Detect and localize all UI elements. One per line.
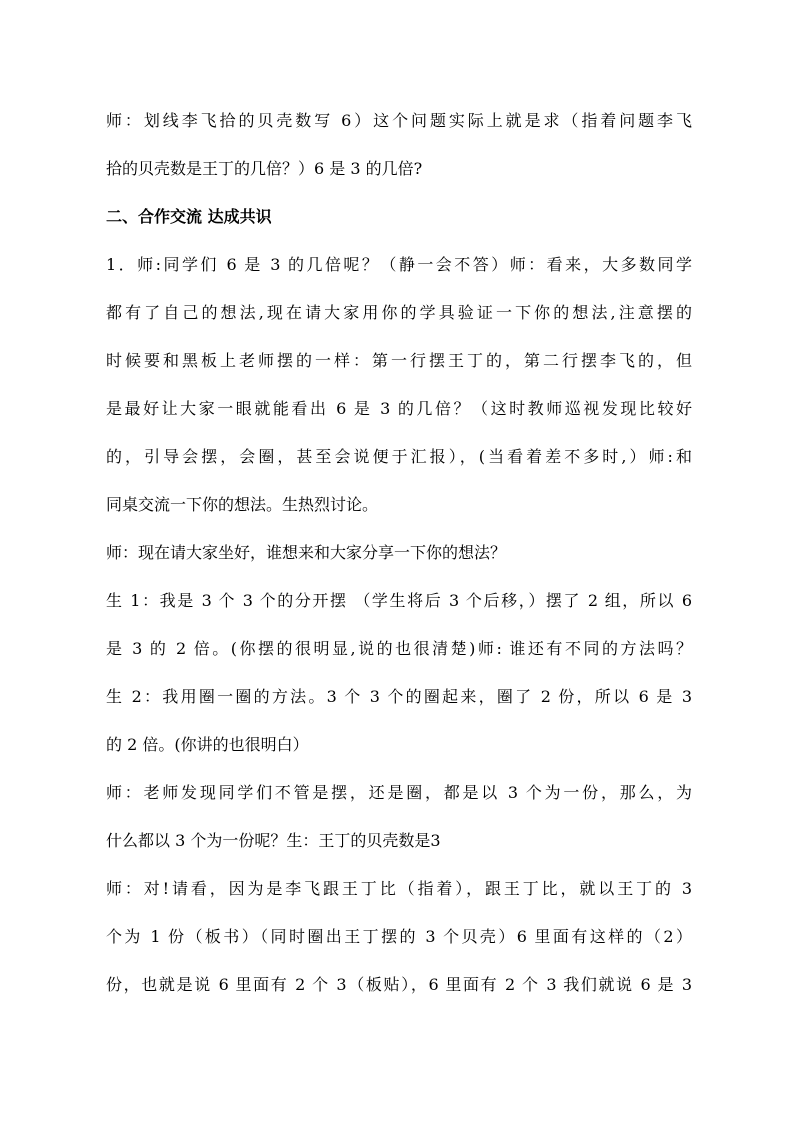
paragraph-line: 个为 1 份（板书）（同时圈出王丁摆的 3 个贝壳）6 里面有这样的（2） — [106, 927, 692, 946]
paragraph-line: 拾的贝壳数是王丁的几倍？）6 是 3 的几倍? — [106, 159, 423, 178]
paragraph-line: 师：现在请大家坐好，谁想来和大家分享一下你的想法？ — [106, 543, 507, 562]
paragraph-line: 师：老师发现同学们不管是摆，还是圈，都是以 3 个为一份，那么，为 — [106, 783, 692, 802]
paragraph-line: 师：划线李飞拾的贝壳数写 6）这个问题实际上就是求（指着问题李飞 — [106, 111, 692, 130]
paragraph-line: 的 2 倍。(你讲的也很明白） — [106, 735, 309, 754]
paragraph-line: 的，引导会摆，会圈，甚至会说便于汇报），(当看着差不多时,）师:和 — [106, 447, 692, 466]
section-heading: 二、合作交流 达成共识 — [106, 207, 272, 226]
paragraph-line: 是 3 的 2 倍。(你摆的很明显,说的也很清楚)师: 谁还有不同的方法吗？ — [106, 639, 692, 658]
paragraph-line: 时候要和黑板上老师摆的一样：第一行摆王丁的，第二行摆李飞的，但 — [106, 351, 692, 370]
paragraph-line: 是最好让大家一眼就能看出 6 是 3 的几倍？（这时教师巡视发现比较好 — [106, 399, 692, 418]
document-body — [106, 97, 692, 1009]
paragraph-line: 同桌交流一下你的想法。生热烈讨论。 — [106, 495, 379, 514]
paragraph-line: 生 1：我是 3 个 3 个的分开摆 （学生将后 3 个后移，）摆了 2 组，所以 6 — [106, 591, 692, 610]
paragraph-line: 份，也就是说 6 里面有 2 个 3（板贴），6 里面有 2 个 3 我们就说 6 是 3 — [106, 975, 692, 994]
paragraph-line: 生 2：我用圈一圈的方法。3 个 3 个的圈起来，圈了 2 份，所以 6 是 3 — [106, 687, 692, 706]
paragraph-line: 都有了自己的想法,现在请大家用你的学具验证一下你的想法,注意摆的 — [106, 303, 692, 322]
paragraph-line: 师：对!请看，因为是李飞跟王丁比（指着），跟王丁比，就以王丁的 3 — [106, 879, 692, 898]
paragraph-line: 什么都以 3 个为一份呢？生：王丁的贝壳数是3 — [106, 831, 441, 850]
paragraph-line: 1．师:同学们 6 是 3 的几倍呢？（静一会不答）师：看来，大多数同学 — [106, 255, 692, 274]
